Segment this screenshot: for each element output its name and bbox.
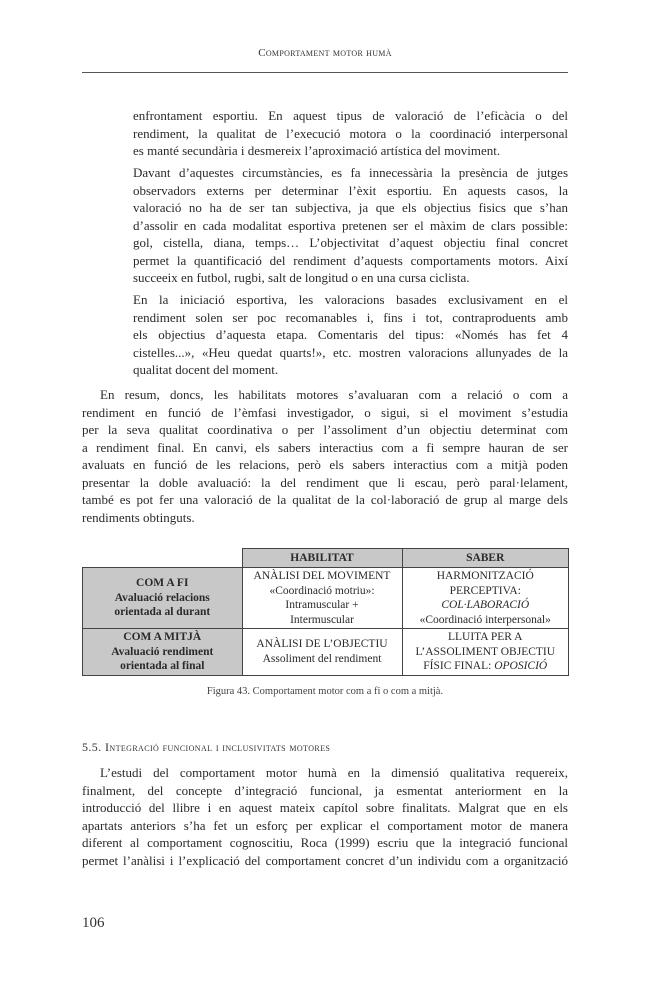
text-line: avaluats en funció de les relacions, però els sabers interactius com a mitjà poden	[82, 457, 568, 472]
text-line: també es pot fer una valoració de la qualitat de la col·laboració de grup al marge dels	[82, 492, 568, 507]
text-line: valoració no ha de ser tan subjectiva, ja que els objectius fisics que s’han	[133, 200, 568, 215]
text-line: enfrontament esportiu. En aquest tipus de valoració de l’eficàcia o del	[133, 108, 568, 123]
text-line: per la seva qualitat coordinativa o per l’assoliment d’un objectiu determinat com	[82, 422, 568, 437]
text-line: rendiment solen ser poc recomanables i, fins i tot, contraproduents amb	[133, 309, 568, 325]
figure-caption: Figura 43. Comportament motor com a fi o com a mitjà.	[206, 686, 444, 697]
text-line: introducció del llibre i en aquest mateix capítol sobre finalitats. Malgrat que en els	[82, 800, 568, 815]
header-rule	[82, 72, 568, 73]
text-line: rendiment, la qualitat de l’execució motora o la coordinació interpersonal	[133, 125, 568, 141]
text-line: es manté secundària i desmereix l’aproximació artística del moviment.	[133, 143, 501, 158]
page-number: 106	[82, 915, 105, 931]
text-line: apartats anteriors s’ha fet un esforç per explicar el comportament motor de manera	[82, 817, 568, 833]
text-line: En resum, doncs, les habilitats motores s’avaluaran com a relació o com a	[100, 387, 568, 402]
text-line: diferent al comportament cognoscitiu, Roca (1999) escriu que la integració funcional	[82, 835, 568, 850]
text-line: observadors externs per determinar l’èxit esportiu. En aquests casos, la	[133, 182, 568, 198]
text-line: a rendiment final. En canvi, els sabers interactius com a fi sempre hauran de ser	[82, 439, 568, 455]
text-line: presentar la doble avaluació: la del rendiment que li escau, però paral·lelament,	[82, 474, 568, 490]
quote-paragraph-2	[133, 164, 568, 287]
text-line: d’assolir en cada modalitat esportiva pretenen ser el màxim de clars possible:	[133, 217, 568, 233]
cell-fi-saber: HARMONITZACIÓ PERCEPTIVA: COL·LABORACIÓ «Coordinació interpersonal»	[402, 568, 569, 629]
col-header-habilitat: HABILITAT	[242, 549, 402, 568]
running-header: Comportament motor humà	[258, 47, 392, 59]
text-line: rendiments obtinguts.	[82, 509, 195, 525]
row-header-com-a-mitja: COM A MITJÀ Avaluació rendiment orientada al final	[83, 629, 243, 676]
text-line: qualitat docent del moment.	[133, 362, 279, 377]
figure-43-table	[82, 548, 569, 676]
text-line: els objectius d’aquesta etapa. Comentaris del tipus: «Només has fet 4	[133, 327, 568, 342]
main-paragraph	[82, 386, 568, 526]
text-line: Davant d’aquestes circumstàncies, es fa innecessària la presència de jutges	[133, 165, 568, 180]
text-line: rendiment en funció de l’èmfasi investigador, o sigui, si el moviment s’estudia	[82, 404, 568, 420]
text-line: finalment, del concepte d’integració funcional, ja esmentat anteriorment en la	[82, 782, 568, 798]
text-line: permet l’anàlisi i l’explicació del comportament concret d’un individu com a organització	[82, 852, 568, 868]
section-heading: 5.5. Integració funcional i inclusivitats motores	[82, 740, 331, 754]
text-line: permet la quantificació del rendiment d’aquests comportaments motors. Així	[133, 252, 568, 268]
quote-paragraph-1	[133, 107, 568, 160]
cell-mitja-saber: LLUITA PER A L’ASSOLIMENT OBJECTIU FÍSIC FINAL: OPOSICIÓ	[402, 629, 569, 676]
text-line: L’estudi del comportament motor humà en la dimensió qualitativa requereix,	[100, 765, 568, 780]
col-header-saber: SABER	[402, 549, 569, 568]
row-header-com-a-fi: COM A FI Avaluació relacions orientada al durant	[83, 568, 243, 629]
text-line: gol, cistella, diana, temps… L’objectivitat d’aquest objectiu final concret	[133, 235, 568, 250]
text-line: succeeix en futbol, rugbi, salt de longitud o en una cursa ciclista.	[133, 270, 470, 285]
cell-mitja-habilitat: ANÀLISI DE L’OBJECTIU Assoliment del rendiment	[242, 629, 402, 676]
section-paragraph	[82, 764, 568, 869]
quote-paragraph-3	[133, 291, 568, 379]
empty-corner	[83, 549, 243, 568]
text-line: cistelles...», «Heu quedat quarts!», etc. mostren valoracions allunyades de la	[133, 344, 568, 360]
cell-fi-habilitat: ANÀLISI DEL MOVIMENT «Coordinació motriu»: Intramuscular + Intermuscular	[242, 568, 402, 629]
text-line: En la iniciació esportiva, les valoracions basades exclusivament en el	[133, 292, 568, 307]
